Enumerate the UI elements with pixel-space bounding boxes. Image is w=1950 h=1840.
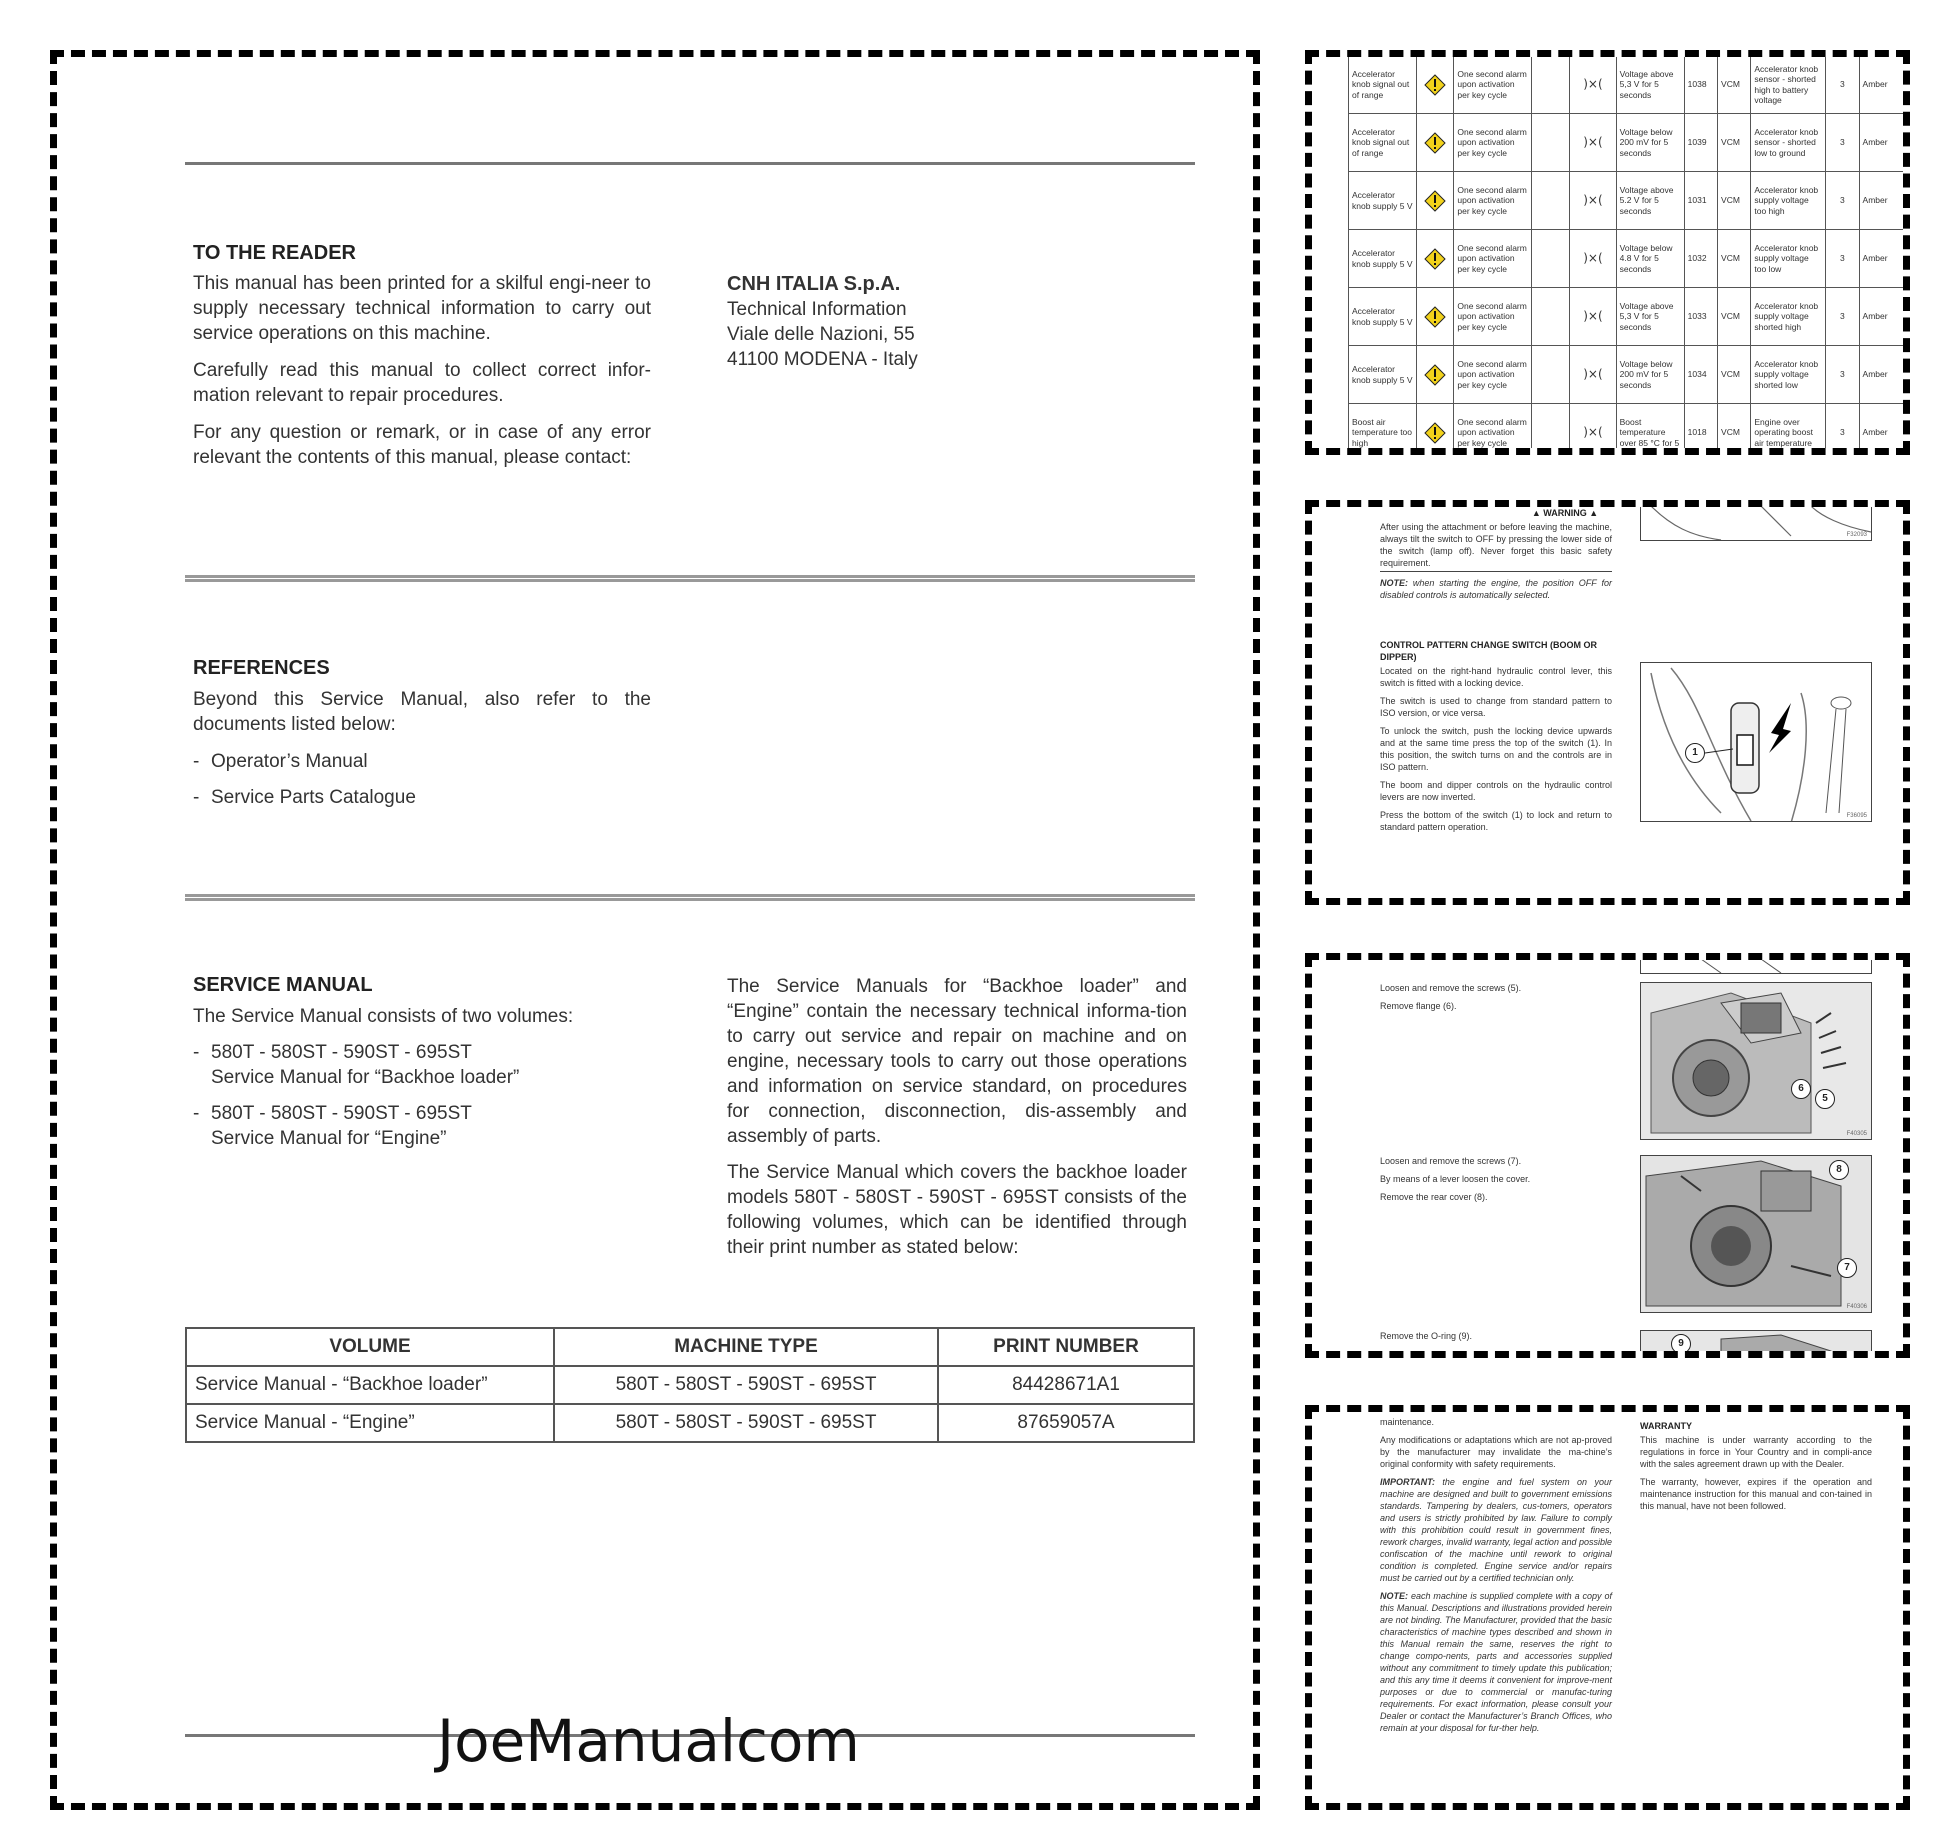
list-item: - Service Parts Catalogue bbox=[193, 787, 416, 808]
top-figure bbox=[1640, 505, 1872, 541]
table-cell: VCM bbox=[1718, 404, 1751, 456]
rear-cover-figure bbox=[1640, 1155, 1872, 1313]
table-cell: Voltage above 5,3 V for 5 seconds bbox=[1616, 288, 1684, 346]
step-3-text: Remove the O-ring (9). bbox=[1380, 1331, 1473, 1341]
table-row bbox=[1349, 56, 1906, 114]
sensor-icon: )×( bbox=[1583, 367, 1603, 382]
table-cell bbox=[1531, 114, 1570, 172]
table-cell: Accelerator knob sensor - shorted low to ground bbox=[1751, 114, 1826, 172]
to-reader-paragraph-1: This manual has been printed for a skilful engi-neer to supply necessary technical information to carry out service operations on this machine. bbox=[193, 273, 651, 344]
references-heading: REFERENCES bbox=[193, 657, 330, 679]
warning-text: After using the attachment or before leaving the machine, always tilt the switch to OFF by pressing the lower side of the switch (lamp off). Never forget this basic safety requirement. bbox=[1380, 522, 1612, 568]
machine-detail-illustration bbox=[1641, 506, 1872, 541]
table-cell: VCM bbox=[1718, 230, 1751, 288]
table-cell: Amber bbox=[1859, 230, 1905, 288]
table-cell bbox=[1570, 114, 1616, 172]
machine-detail-illustration bbox=[1641, 959, 1872, 974]
table-cell: 1039 bbox=[1684, 114, 1717, 172]
table-cell bbox=[1417, 230, 1454, 288]
table-cell bbox=[1417, 288, 1454, 346]
table-cell bbox=[1417, 56, 1454, 114]
top-rule bbox=[185, 162, 1195, 165]
o-ring-figure bbox=[1640, 1330, 1872, 1358]
figure-code: F40305 bbox=[1846, 1131, 1867, 1137]
table-cell: Engine over operating boost air temperature bbox=[1751, 404, 1826, 456]
figure-code: F36095 bbox=[1846, 813, 1867, 819]
table-cell: VCM bbox=[1718, 288, 1751, 346]
watermark: JoeManualcom bbox=[437, 1707, 860, 1775]
address-line: Viale delle Nazioni, 55 bbox=[727, 324, 915, 345]
callout-number: 9 bbox=[1671, 1334, 1691, 1354]
sensor-icon: )×( bbox=[1583, 193, 1603, 208]
warning-title: ▲ WARNING ▲ bbox=[1531, 508, 1599, 518]
table-cell: VCM bbox=[1718, 346, 1751, 404]
table-cell: One second alarm upon activation per key cycle bbox=[1454, 114, 1531, 172]
warning-diamond-icon bbox=[1424, 422, 1446, 444]
references-paragraph: Beyond this Service Manual, also refer to the documents listed below: bbox=[193, 689, 651, 735]
table-cell: Service Manual - “Backhoe loader” bbox=[186, 1366, 554, 1404]
company-name: CNH ITALIA S.p.A. bbox=[727, 273, 901, 295]
table-cell: Accelerator knob supply 5 V bbox=[1349, 172, 1417, 230]
table-cell: 3 bbox=[1826, 114, 1859, 172]
table-cell: 580T - 580ST - 590ST - 695ST bbox=[554, 1366, 938, 1404]
table-cell bbox=[1417, 346, 1454, 404]
table-cell: Accelerator knob supply 5 V bbox=[1349, 230, 1417, 288]
warning-diamond-icon bbox=[1424, 306, 1446, 328]
warning-diamond-icon bbox=[1424, 248, 1446, 270]
table-cell: 84428671A1 bbox=[938, 1366, 1194, 1404]
table-cell bbox=[1570, 288, 1616, 346]
table-cell bbox=[1570, 346, 1616, 404]
table-row bbox=[1349, 346, 1906, 404]
table-cell: 3 bbox=[1826, 56, 1859, 114]
safety-text: maintenance. Any modifications or adaptations which are not ap-proved by the manufacturer may invalidate the ma-chine’s original conformity with safety requirements. IMPORTANT: the engine and fuel system on your machine are designed and built to government emissions standards. Tampering by dealers, cus-tomers, operators and users is strictly prohibited by law. Failure to comply with this prohibition could result in government fines, rework charges, invalid warranty, legal action and possible confiscation of the machine until rework to original condition is completed. Engine service and/or repairs must be carried out by a certified technician only. NOTE: each machine is supplied complete with a copy of this Manual. Descriptions and illustrations provided herein are not binding. The Manufacturer, provided that the basic characteristics of machine types described and shown in this Manual remain the same, reserves the right to change compo-nents, parts and accessories supplied without any commitment to timely update this publication; and this any time it deems it convenient for improve-ment purposes or due to commercial or manufac-turing requirements. For exact information, please consult your Dealer or contact the Manufacturer’s Branch Offices, who remain at your disposal for fur-ther help. bbox=[1380, 1417, 1612, 1733]
table-cell: Accelerator knob supply voltage too low bbox=[1751, 230, 1826, 288]
table-cell bbox=[1531, 56, 1570, 114]
table-cell bbox=[1531, 404, 1570, 456]
section-body: Located on the right-hand hydraulic control lever, this switch is fitted with a locking device. The switch is used to change from standard pattern to ISO version, or vice versa. To unlock the switch, push the locking device upwards and at the same time press the top of the switch (1). In this position, the switch turns on and the controls are in ISO pattern. The boom and dipper controls on the hydraulic control levers are now inverted. Press the bottom of the switch (1) to lock and return to standard pattern operation. bbox=[1380, 666, 1612, 832]
warning-diamond-icon bbox=[1424, 190, 1446, 212]
table-cell bbox=[1570, 230, 1616, 288]
sensor-icon: )×( bbox=[1583, 251, 1603, 266]
table-cell: One second alarm upon activation per key cycle bbox=[1454, 346, 1531, 404]
sensor-icon: )×( bbox=[1583, 309, 1603, 324]
volume-table bbox=[185, 1327, 1195, 1443]
table-cell: Accelerator knob sensor - shorted high to battery voltage bbox=[1751, 56, 1826, 114]
table-cell: Accelerator knob supply 5 V bbox=[1349, 288, 1417, 346]
table-row bbox=[186, 1366, 1194, 1404]
table-cell: Accelerator knob supply voltage shorted low bbox=[1751, 346, 1826, 404]
gearbox-flange-illustration bbox=[1641, 983, 1872, 1140]
table-cell: 1033 bbox=[1684, 288, 1717, 346]
references-list bbox=[193, 749, 651, 821]
service-manual-heading: SERVICE MANUAL bbox=[193, 974, 373, 996]
table-cell bbox=[1531, 172, 1570, 230]
table-cell: 87659057A bbox=[938, 1404, 1194, 1442]
callout-number: 6 bbox=[1791, 1079, 1811, 1099]
table-cell: Accelerator knob supply voltage shorted high bbox=[1751, 288, 1826, 346]
divider bbox=[1380, 571, 1612, 572]
to-reader-paragraph-3: For any question or remark, or in case of any error relevant the contents of this manual, please contact: bbox=[193, 422, 651, 468]
table-row bbox=[186, 1404, 1194, 1442]
table-cell: One second alarm upon activation per key cycle bbox=[1454, 288, 1531, 346]
fault-table-panel bbox=[1305, 50, 1910, 455]
table-cell: Amber bbox=[1859, 114, 1905, 172]
list-item: - 580T - 580ST - 590ST - 695ST Service Manual for “Backhoe loader” bbox=[193, 1042, 520, 1088]
fault-code-table bbox=[1348, 55, 1906, 455]
table-row bbox=[1349, 172, 1906, 230]
callout-number: 7 bbox=[1837, 1258, 1857, 1278]
sensor-icon: )×( bbox=[1583, 135, 1603, 150]
section-heading: CONTROL PATTERN CHANGE SWITCH (BOOM OR DIPPER) bbox=[1380, 640, 1597, 662]
table-cell bbox=[1570, 404, 1616, 456]
table-cell: 3 bbox=[1826, 346, 1859, 404]
control-switch-panel bbox=[1305, 500, 1910, 905]
table-cell: 1038 bbox=[1684, 56, 1717, 114]
table-cell: 3 bbox=[1826, 288, 1859, 346]
table-cell: Accelerator knob supply 5 V bbox=[1349, 346, 1417, 404]
table-cell: 1018 bbox=[1684, 404, 1717, 456]
table-cell: 1034 bbox=[1684, 346, 1717, 404]
warning-triangle-icon: ▲ bbox=[1531, 508, 1541, 518]
step-1-text: Loosen and remove the screws (5). Remove flange (6). bbox=[1380, 983, 1522, 1011]
column-header: VOLUME bbox=[186, 1328, 554, 1366]
warning-diamond-icon bbox=[1424, 74, 1446, 96]
table-cell: Amber bbox=[1859, 172, 1905, 230]
callout-number: 5 bbox=[1815, 1089, 1835, 1109]
table-row bbox=[1349, 404, 1906, 456]
service-manual-right-paragraph-2: The Service Manual which covers the backhoe loader models 580T - 580ST - 590ST - 695ST consists of the following volumes, which can be identified through their print number as stated below: bbox=[727, 1162, 1187, 1258]
column-header: PRINT NUMBER bbox=[938, 1328, 1194, 1366]
table-cell bbox=[1531, 346, 1570, 404]
warning-triangle-icon: ▲ bbox=[1589, 508, 1599, 518]
sensor-icon: )×( bbox=[1583, 425, 1603, 440]
table-cell: Boost temperature over 85 °C for 5 bbox=[1616, 404, 1684, 456]
table-cell: VCM bbox=[1718, 114, 1751, 172]
table-cell: Amber bbox=[1859, 346, 1905, 404]
table-cell: Amber bbox=[1859, 56, 1905, 114]
section-rule bbox=[185, 575, 1195, 582]
table-cell bbox=[1531, 288, 1570, 346]
callout-number: 8 bbox=[1829, 1160, 1849, 1180]
top-figure-strip bbox=[1640, 958, 1872, 974]
address-line: 41100 MODENA - Italy bbox=[727, 349, 918, 370]
table-cell: VCM bbox=[1718, 56, 1751, 114]
table-row bbox=[1349, 288, 1906, 346]
column-header: MACHINE TYPE bbox=[554, 1328, 938, 1366]
service-manual-paragraph: The Service Manual consists of two volumes: bbox=[193, 1006, 574, 1027]
table-cell: 3 bbox=[1826, 172, 1859, 230]
table-cell: Voltage above 5.2 V for 5 seconds bbox=[1616, 172, 1684, 230]
note-text: NOTE: when starting the engine, the position OFF for disabled controls is automatically selected. bbox=[1380, 578, 1612, 600]
table-row bbox=[1349, 230, 1906, 288]
service-manual-right-paragraph-1: The Service Manuals for “Backhoe loader” and “Engine” contain the necessary technical informa-tion to carry out service and repair on machine and on engine, necessary tools to carry out those operations and information on service standard, on procedures for connection, disconnection, dis-assembly and assembly of parts. bbox=[727, 976, 1187, 1147]
figure-code: F32093 bbox=[1846, 532, 1867, 538]
warning-diamond-icon bbox=[1424, 364, 1446, 386]
volumes-list bbox=[193, 1040, 651, 1162]
list-item: - 580T - 580ST - 590ST - 695ST Service Manual for “Engine” bbox=[193, 1103, 472, 1149]
to-reader-paragraph-2: Carefully read this manual to collect correct infor-mation relevant to repair procedures. bbox=[193, 360, 651, 406]
table-cell: 1031 bbox=[1684, 172, 1717, 230]
disassembly-panel bbox=[1305, 953, 1910, 1358]
warranty-heading: WARRANTY bbox=[1640, 1421, 1692, 1431]
switch-figure bbox=[1640, 662, 1872, 822]
table-cell: Voltage below 4.8 V for 5 seconds bbox=[1616, 230, 1684, 288]
table-cell: Voltage above 5,3 V for 5 seconds bbox=[1616, 56, 1684, 114]
contact-address bbox=[727, 272, 918, 372]
table-cell bbox=[1531, 230, 1570, 288]
table-cell: Accelerator knob supply voltage too high bbox=[1751, 172, 1826, 230]
callout-number: 1 bbox=[1685, 743, 1705, 763]
figure-code: F40306 bbox=[1846, 1304, 1867, 1310]
table-cell: Amber bbox=[1859, 404, 1905, 456]
sensor-icon: )×( bbox=[1583, 77, 1603, 92]
table-header-row bbox=[186, 1328, 1194, 1366]
list-item: - Operator’s Manual bbox=[193, 751, 368, 772]
table-cell: Amber bbox=[1859, 288, 1905, 346]
table-cell: 3 bbox=[1826, 230, 1859, 288]
table-row bbox=[1349, 114, 1906, 172]
to-reader-heading: TO THE READER bbox=[193, 242, 356, 264]
step-2-text: Loosen and remove the screws (7). By means of a lever loosen the cover. Remove the rear cover (8). bbox=[1380, 1156, 1531, 1202]
control-lever-illustration bbox=[1641, 663, 1872, 822]
table-cell: One second alarm upon activation per key cycle bbox=[1454, 56, 1531, 114]
table-cell bbox=[1417, 114, 1454, 172]
warranty-panel bbox=[1305, 1405, 1910, 1810]
table-cell: VCM bbox=[1718, 172, 1751, 230]
table-cell: Voltage below 200 mV for 5 seconds bbox=[1616, 114, 1684, 172]
table-cell: One second alarm upon activation per key cycle bbox=[1454, 172, 1531, 230]
table-cell: Voltage below 200 mV for 5 seconds bbox=[1616, 346, 1684, 404]
table-cell: Service Manual - “Engine” bbox=[186, 1404, 554, 1442]
table-cell: One second alarm upon activation per key cycle bbox=[1454, 404, 1531, 456]
table-cell: Accelerator knob signal out of range bbox=[1349, 56, 1417, 114]
table-cell: 1032 bbox=[1684, 230, 1717, 288]
warning-diamond-icon bbox=[1424, 132, 1446, 154]
section-rule bbox=[185, 894, 1195, 901]
table-cell: 580T - 580ST - 590ST - 695ST bbox=[554, 1404, 938, 1442]
table-cell: One second alarm upon activation per key cycle bbox=[1454, 230, 1531, 288]
table-cell: Boost air temperature too high bbox=[1349, 404, 1417, 456]
flange-figure bbox=[1640, 982, 1872, 1140]
table-cell bbox=[1570, 56, 1616, 114]
table-cell bbox=[1417, 172, 1454, 230]
main-page-panel bbox=[50, 50, 1260, 1810]
table-cell: 3 bbox=[1826, 404, 1859, 456]
address-line: Technical Information bbox=[727, 299, 907, 320]
warranty-text: This machine is under warranty according to the regulations in force in Your Country and in compli-ance with the sales agreement drawn up with the Dealer. The warranty, however, expires if the operation and maintenance instruction for this manual and con-tained in this manual, have not been followed. bbox=[1640, 1435, 1872, 1511]
table-cell bbox=[1570, 172, 1616, 230]
table-cell bbox=[1417, 404, 1454, 456]
table-cell: Accelerator knob signal out of range bbox=[1349, 114, 1417, 172]
